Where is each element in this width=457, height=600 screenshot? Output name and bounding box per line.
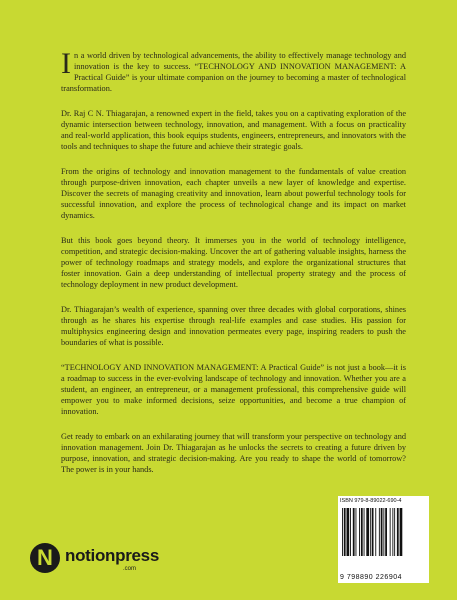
logo-wordmark: notionpress [65, 546, 159, 565]
paragraph-intro [61, 47, 406, 94]
paragraph-call-to-action: Get ready to embark on an exhilarating journey that will transform your perspective on technology and innovation management. Join Dr. Thiagarajan as he unlocks the secrets to creating a future driven by purpose, innovation, and strategic decision-making. Are you ready to shape the world of tomorrow? The power is in your hands. [61, 432, 406, 474]
barcode-bar [379, 508, 380, 556]
barcode-bar [359, 508, 360, 556]
paragraph-experience: Dr. Thiagarajan’s wealth of experience, spanning over three decades with global corporations, shines through as he shares his expertise through real-life examples and case studies. His passion for multiphysics engineering design and innovation permeates every page, inspiring readers to push the boundaries of what is possible. [61, 305, 406, 347]
barcode-bar [361, 508, 363, 556]
barcode-bar [392, 508, 393, 556]
publisher-logo [30, 540, 170, 580]
barcode-bar [353, 508, 355, 556]
barcode-bar [350, 508, 351, 556]
barcode-bar [370, 508, 371, 556]
barcode-bar [385, 508, 387, 556]
barcode-bar [397, 508, 399, 556]
paragraph-chapters: From the origins of technology and innovation management to the fundamentals of value creation through purpose-driven innovation, each chapter unveils a new layer of knowledge and expertise. Discover the secrets of managing creativity and innovation, learn about powerful technology tools for successful innovation, and explore the process of technological change and its impact on market dynamics. [61, 167, 406, 220]
barcode-bar [364, 508, 365, 556]
barcode-bar [366, 508, 369, 556]
barcode-bar [390, 508, 391, 556]
isbn-barcode-box [338, 496, 429, 583]
barcode-bar [347, 508, 350, 556]
back-cover-blurb [61, 47, 406, 489]
barcode-bar [383, 508, 384, 556]
paragraph-roadmap: “TECHNOLOGY AND INNOVATION MANAGEMENT: A Practical Guide” is not just a book—it is a roadmap to success in the ever-evolving landscape of technology and innovation. Whether you are a student, an engineer, an entrepreneur, or a management professional, this comprehensive guide will empower you to make informed decisions, seize opportunities, and become a true champion of innovation. [61, 363, 406, 416]
paragraph-author: Dr. Raj C N. Thiagarajan, a renowned expert in the field, takes you on a captivating exploration of the dynamic intersection between technology, innovation, and management. With a focus on practicality and real-world application, this book equips students, engineers, entrepreneurs, and innovators with the tools and techniques to shape the future and achieve their strategic goals. [61, 109, 406, 151]
barcode-bar [342, 508, 343, 556]
barcode-bar [394, 508, 395, 556]
drop-cap: I [61, 47, 71, 80]
isbn-label: ISBN 979-8-89022-690-4 [340, 498, 402, 504]
barcode-icon [341, 508, 426, 568]
barcode-bar [381, 508, 383, 556]
paragraph-beyond-theory: But this book goes beyond theory. It immerses you in the world of technology intelligence, competition, and strategic decision-making. Uncover the art of gathering valuable insights, harness the power of technology roadmaps and strategy models, and explore the organizational structures that foster innovation. Gain a deep understanding of intellectual property strategy and the process of technology deployment in new product development. [61, 236, 406, 289]
barcode-bar [375, 508, 376, 556]
logo-suffix: .com [123, 566, 137, 572]
barcode-bar [400, 508, 403, 556]
barcode-bar [344, 508, 346, 556]
logo-letter: N [37, 545, 53, 570]
paragraph-text: n a world driven by technological advancements, the ability to effectively manage technology and innovation is the key to success. “TECHNOLOGY AND INNOVATION MANAGEMENT: A Practical Guide” is your ultimate companion on the journey to becoming a master of technological transformation. [61, 51, 406, 93]
barcode-bar [372, 508, 374, 556]
barcode-bar [356, 508, 357, 556]
barcode-digits: 9 798890 226904 [340, 574, 402, 581]
